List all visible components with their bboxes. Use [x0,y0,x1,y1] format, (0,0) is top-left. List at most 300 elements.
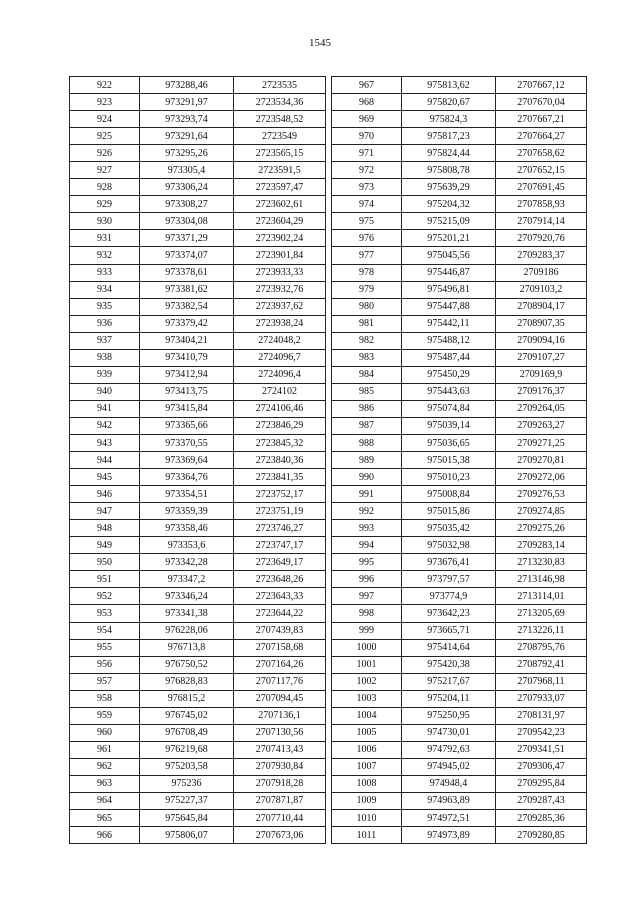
y-coordinate-cell: 2707667,21 [496,111,587,128]
y-coordinate-cell: 2723752,17 [234,486,326,503]
table-row [70,400,326,417]
point-number-cell: 961 [70,741,140,758]
y-coordinate-cell: 2707920,76 [496,230,587,247]
x-coordinate-cell: 973291,97 [140,94,234,111]
x-coordinate-cell: 975036,65 [402,434,496,451]
point-number-cell: 940 [70,383,140,400]
x-coordinate-cell: 975204,11 [402,690,496,707]
point-number-cell: 979 [332,281,402,298]
y-coordinate-cell: 2708792,41 [496,656,587,673]
y-coordinate-cell: 2707130,56 [234,724,326,741]
x-coordinate-cell: 975010,23 [402,469,496,486]
point-number-cell: 963 [70,775,140,792]
table-row [70,111,326,128]
table-row [332,537,587,554]
point-number-cell: 1007 [332,758,402,775]
table-row [70,383,326,400]
point-number-cell: 959 [70,707,140,724]
x-coordinate-cell: 975639,29 [402,179,496,196]
x-coordinate-cell: 973413,75 [140,383,234,400]
point-number-cell: 988 [332,434,402,451]
y-coordinate-cell: 2723938,24 [234,315,326,332]
point-number-cell: 987 [332,417,402,434]
y-coordinate-cell: 2723535 [234,77,326,94]
x-coordinate-cell: 973412,94 [140,366,234,383]
y-coordinate-cell: 2709285,36 [496,810,587,827]
y-coordinate-cell: 2723932,76 [234,281,326,298]
table-row [70,77,326,94]
y-coordinate-cell: 2707871,87 [234,792,326,809]
x-coordinate-cell: 975487,44 [402,349,496,366]
table-row [70,537,326,554]
table-row [70,162,326,179]
y-coordinate-cell: 2724096,7 [234,349,326,366]
point-number-cell: 925 [70,128,140,145]
x-coordinate-cell: 975203,58 [140,758,234,775]
point-number-cell: 998 [332,605,402,622]
x-coordinate-cell: 973347,2 [140,571,234,588]
y-coordinate-cell: 2723643,33 [234,588,326,605]
point-number-cell: 994 [332,537,402,554]
y-coordinate-cell: 2707439,83 [234,622,326,639]
x-coordinate-cell: 975496,81 [402,281,496,298]
table-row [332,162,587,179]
x-coordinate-cell: 975204,32 [402,196,496,213]
point-number-cell: 954 [70,622,140,639]
y-coordinate-cell: 2707691,45 [496,179,587,196]
point-number-cell: 971 [332,145,402,162]
point-number-cell: 929 [70,196,140,213]
table-row [332,707,587,724]
y-coordinate-cell: 2709270,81 [496,452,587,469]
y-coordinate-cell: 2723565,15 [234,145,326,162]
point-number-cell: 977 [332,247,402,264]
point-number-cell: 967 [332,77,402,94]
table-row [332,434,587,451]
table-row [332,196,587,213]
x-coordinate-cell: 973342,28 [140,554,234,571]
point-number-cell: 951 [70,571,140,588]
y-coordinate-cell: 2707930,84 [234,758,326,775]
point-number-cell: 923 [70,94,140,111]
table-row [332,741,587,758]
point-number-cell: 1000 [332,639,402,656]
y-coordinate-cell: 2723534,36 [234,94,326,111]
point-number-cell: 974 [332,196,402,213]
point-number-cell: 1004 [332,707,402,724]
x-coordinate-cell: 973382,54 [140,298,234,315]
x-coordinate-cell: 973797,57 [402,571,496,588]
table-row [70,315,326,332]
point-number-cell: 957 [70,673,140,690]
x-coordinate-cell: 975820,67 [402,94,496,111]
table-row [332,605,587,622]
y-coordinate-cell: 2723937,62 [234,298,326,315]
y-coordinate-cell: 2713205,69 [496,605,587,622]
y-coordinate-cell: 2713230,83 [496,554,587,571]
table-row [70,707,326,724]
y-coordinate-cell: 2707710,44 [234,810,326,827]
point-number-cell: 952 [70,588,140,605]
table-row [70,264,326,281]
table-row [70,230,326,247]
table-row [70,503,326,520]
point-number-cell: 976 [332,230,402,247]
table-row [70,128,326,145]
table-row [70,469,326,486]
table-row [332,775,587,792]
y-coordinate-cell: 2709094,16 [496,332,587,349]
table-row [70,196,326,213]
point-number-cell: 949 [70,537,140,554]
table-row [70,179,326,196]
table-row [70,452,326,469]
y-coordinate-cell: 2707914,14 [496,213,587,230]
point-number-cell: 993 [332,520,402,537]
x-coordinate-cell: 973306,24 [140,179,234,196]
table-row [332,827,587,844]
table-row [70,690,326,707]
y-coordinate-cell: 2709280,85 [496,827,587,844]
table-row [70,520,326,537]
y-coordinate-cell: 2709341,51 [496,741,587,758]
y-coordinate-cell: 2723845,32 [234,434,326,451]
table-row [70,656,326,673]
point-number-cell: 935 [70,298,140,315]
y-coordinate-cell: 2723901,84 [234,247,326,264]
table-row [332,690,587,707]
y-coordinate-cell: 2707968,11 [496,673,587,690]
y-coordinate-cell: 2723840,36 [234,452,326,469]
x-coordinate-cell: 975201,21 [402,230,496,247]
page-number: 1545 [309,37,331,49]
point-number-cell: 962 [70,758,140,775]
x-coordinate-cell: 973365,66 [140,417,234,434]
y-coordinate-cell: 2723846,29 [234,417,326,434]
x-coordinate-cell: 975808,78 [402,162,496,179]
x-coordinate-cell: 975420,38 [402,656,496,673]
x-coordinate-cell: 973308,27 [140,196,234,213]
point-number-cell: 996 [332,571,402,588]
y-coordinate-cell: 2708904,17 [496,298,587,315]
table-row [332,554,587,571]
point-number-cell: 933 [70,264,140,281]
point-number-cell: 981 [332,315,402,332]
x-coordinate-cell: 975446,87 [402,264,496,281]
point-number-cell: 964 [70,792,140,809]
point-number-cell: 1009 [332,792,402,809]
point-number-cell: 984 [332,366,402,383]
y-coordinate-cell: 2723604,29 [234,213,326,230]
point-number-cell: 1006 [332,741,402,758]
coordinates-table-right [331,76,587,844]
table-row [332,503,587,520]
y-coordinate-cell: 2707652,15 [496,162,587,179]
x-coordinate-cell: 973369,64 [140,452,234,469]
point-number-cell: 1011 [332,827,402,844]
table-row [332,469,587,486]
y-coordinate-cell: 2723549 [234,128,326,145]
table-row [70,417,326,434]
x-coordinate-cell: 975447,88 [402,298,496,315]
x-coordinate-cell: 976219,68 [140,741,234,758]
y-coordinate-cell: 2709272,06 [496,469,587,486]
x-coordinate-cell: 973341,38 [140,605,234,622]
point-number-cell: 960 [70,724,140,741]
table-row [70,571,326,588]
y-coordinate-cell: 2723597,47 [234,179,326,196]
x-coordinate-cell: 974972,51 [402,810,496,827]
y-coordinate-cell: 2713226,11 [496,622,587,639]
point-number-cell: 982 [332,332,402,349]
point-number-cell: 965 [70,810,140,827]
table-row [70,724,326,741]
table-row [70,281,326,298]
table-row [332,383,587,400]
table-row [70,332,326,349]
point-number-cell: 973 [332,179,402,196]
y-coordinate-cell: 2724106,46 [234,400,326,417]
table-row [70,758,326,775]
y-coordinate-cell: 2708795,76 [496,639,587,656]
point-number-cell: 938 [70,349,140,366]
y-coordinate-cell: 2724048,2 [234,332,326,349]
x-coordinate-cell: 975217,67 [402,673,496,690]
table-row [70,775,326,792]
y-coordinate-cell: 2709176,37 [496,383,587,400]
table-row [332,520,587,537]
point-number-cell: 928 [70,179,140,196]
table-row [70,366,326,383]
table-row [332,673,587,690]
x-coordinate-cell: 973642,23 [402,605,496,622]
y-coordinate-cell: 2709542,23 [496,724,587,741]
table-row [70,145,326,162]
point-number-cell: 953 [70,605,140,622]
y-coordinate-cell: 2723644,22 [234,605,326,622]
x-coordinate-cell: 975008,84 [402,486,496,503]
table-row [332,486,587,503]
y-coordinate-cell: 2713146,98 [496,571,587,588]
point-number-cell: 927 [70,162,140,179]
x-coordinate-cell: 973676,41 [402,554,496,571]
y-coordinate-cell: 2709169,9 [496,366,587,383]
table-row [70,741,326,758]
point-number-cell: 937 [70,332,140,349]
x-coordinate-cell: 975250,95 [402,707,496,724]
y-coordinate-cell: 2707918,28 [234,775,326,792]
table-row [332,213,587,230]
y-coordinate-cell: 2709274,85 [496,503,587,520]
table-row [332,264,587,281]
x-coordinate-cell: 974973,89 [402,827,496,844]
x-coordinate-cell: 975015,86 [402,503,496,520]
x-coordinate-cell: 975442,11 [402,315,496,332]
table-row [332,622,587,639]
x-coordinate-cell: 974730,01 [402,724,496,741]
point-number-cell: 992 [332,503,402,520]
table-row [332,281,587,298]
point-number-cell: 944 [70,452,140,469]
table-row [332,247,587,264]
y-coordinate-cell: 2709283,14 [496,537,587,554]
y-coordinate-cell: 2709103,2 [496,281,587,298]
x-coordinate-cell: 974792,63 [402,741,496,758]
x-coordinate-cell: 975813,62 [402,77,496,94]
x-coordinate-cell: 973288,46 [140,77,234,94]
point-number-cell: 978 [332,264,402,281]
table-row [332,128,587,145]
table-row [332,145,587,162]
point-number-cell: 943 [70,434,140,451]
table-row [332,332,587,349]
x-coordinate-cell: 973374,07 [140,247,234,264]
point-number-cell: 991 [332,486,402,503]
y-coordinate-cell: 2707158,68 [234,639,326,656]
point-number-cell: 1008 [332,775,402,792]
point-number-cell: 983 [332,349,402,366]
x-coordinate-cell: 975645,84 [140,810,234,827]
y-coordinate-cell: 2724102 [234,383,326,400]
x-coordinate-cell: 975215,09 [402,213,496,230]
y-coordinate-cell: 2707673,06 [234,827,326,844]
table-row [70,827,326,844]
x-coordinate-cell: 973410,79 [140,349,234,366]
y-coordinate-cell: 2707670,04 [496,94,587,111]
y-coordinate-cell: 2709276,53 [496,486,587,503]
point-number-cell: 930 [70,213,140,230]
table-row [70,810,326,827]
table-row [70,622,326,639]
x-coordinate-cell: 973378,61 [140,264,234,281]
point-number-cell: 1010 [332,810,402,827]
table-row [70,605,326,622]
point-number-cell: 945 [70,469,140,486]
y-coordinate-cell: 2723751,19 [234,503,326,520]
x-coordinate-cell: 973381,62 [140,281,234,298]
x-coordinate-cell: 975817,23 [402,128,496,145]
table-row [70,434,326,451]
x-coordinate-cell: 973354,51 [140,486,234,503]
y-coordinate-cell: 2709283,37 [496,247,587,264]
x-coordinate-cell: 975039,14 [402,417,496,434]
point-number-cell: 950 [70,554,140,571]
x-coordinate-cell: 973774,9 [402,588,496,605]
x-coordinate-cell: 974963,89 [402,792,496,809]
y-coordinate-cell: 2709295,84 [496,775,587,792]
point-number-cell: 970 [332,128,402,145]
y-coordinate-cell: 2723933,33 [234,264,326,281]
table-row [70,673,326,690]
table-row [332,179,587,196]
x-coordinate-cell: 974945,02 [402,758,496,775]
table-row [332,111,587,128]
x-coordinate-cell: 975488,12 [402,332,496,349]
point-number-cell: 924 [70,111,140,128]
x-coordinate-cell: 973346,24 [140,588,234,605]
table-row [70,247,326,264]
x-coordinate-cell: 973295,26 [140,145,234,162]
x-coordinate-cell: 973415,84 [140,400,234,417]
x-coordinate-cell: 975032,98 [402,537,496,554]
x-coordinate-cell: 973371,29 [140,230,234,247]
y-coordinate-cell: 2724096,4 [234,366,326,383]
x-coordinate-cell: 975806,07 [140,827,234,844]
y-coordinate-cell: 2723841,35 [234,469,326,486]
point-number-cell: 958 [70,690,140,707]
point-number-cell: 1001 [332,656,402,673]
table-row [332,94,587,111]
table-row [332,724,587,741]
table-row [332,588,587,605]
x-coordinate-cell: 976228,06 [140,622,234,639]
coordinates-table-left [69,76,326,844]
y-coordinate-cell: 2709264,05 [496,400,587,417]
point-number-cell: 922 [70,77,140,94]
y-coordinate-cell: 2723746,27 [234,520,326,537]
x-coordinate-cell: 975450,29 [402,366,496,383]
y-coordinate-cell: 2708131,97 [496,707,587,724]
point-number-cell: 947 [70,503,140,520]
y-coordinate-cell: 2707664,27 [496,128,587,145]
table-row [332,571,587,588]
point-number-cell: 942 [70,417,140,434]
table-row [332,758,587,775]
point-number-cell: 1002 [332,673,402,690]
x-coordinate-cell: 973353,6 [140,537,234,554]
x-coordinate-cell: 975443,63 [402,383,496,400]
point-number-cell: 932 [70,247,140,264]
x-coordinate-cell: 976815,2 [140,690,234,707]
point-number-cell: 1005 [332,724,402,741]
point-number-cell: 997 [332,588,402,605]
y-coordinate-cell: 2708907,35 [496,315,587,332]
x-coordinate-cell: 973665,71 [402,622,496,639]
point-number-cell: 956 [70,656,140,673]
y-coordinate-cell: 2709306,47 [496,758,587,775]
table-row [70,298,326,315]
table-row [332,315,587,332]
point-number-cell: 955 [70,639,140,656]
y-coordinate-cell: 2707933,07 [496,690,587,707]
x-coordinate-cell: 975824,3 [402,111,496,128]
y-coordinate-cell: 2709107,27 [496,349,587,366]
x-coordinate-cell: 973359,39 [140,503,234,520]
point-number-cell: 936 [70,315,140,332]
y-coordinate-cell: 2709263,27 [496,417,587,434]
y-coordinate-cell: 2723548,52 [234,111,326,128]
point-number-cell: 939 [70,366,140,383]
x-coordinate-cell: 973404,21 [140,332,234,349]
table-row [70,792,326,809]
x-coordinate-cell: 975414,64 [402,639,496,656]
y-coordinate-cell: 2707136,1 [234,707,326,724]
x-coordinate-cell: 973304,08 [140,213,234,230]
y-coordinate-cell: 2709271,25 [496,434,587,451]
point-number-cell: 985 [332,383,402,400]
table-row [70,349,326,366]
y-coordinate-cell: 2707413,43 [234,741,326,758]
x-coordinate-cell: 976745,02 [140,707,234,724]
x-coordinate-cell: 973358,46 [140,520,234,537]
x-coordinate-cell: 973293,74 [140,111,234,128]
table-row [332,298,587,315]
x-coordinate-cell: 974948,4 [402,775,496,792]
point-number-cell: 931 [70,230,140,247]
table-row [332,452,587,469]
table-row [70,94,326,111]
point-number-cell: 941 [70,400,140,417]
